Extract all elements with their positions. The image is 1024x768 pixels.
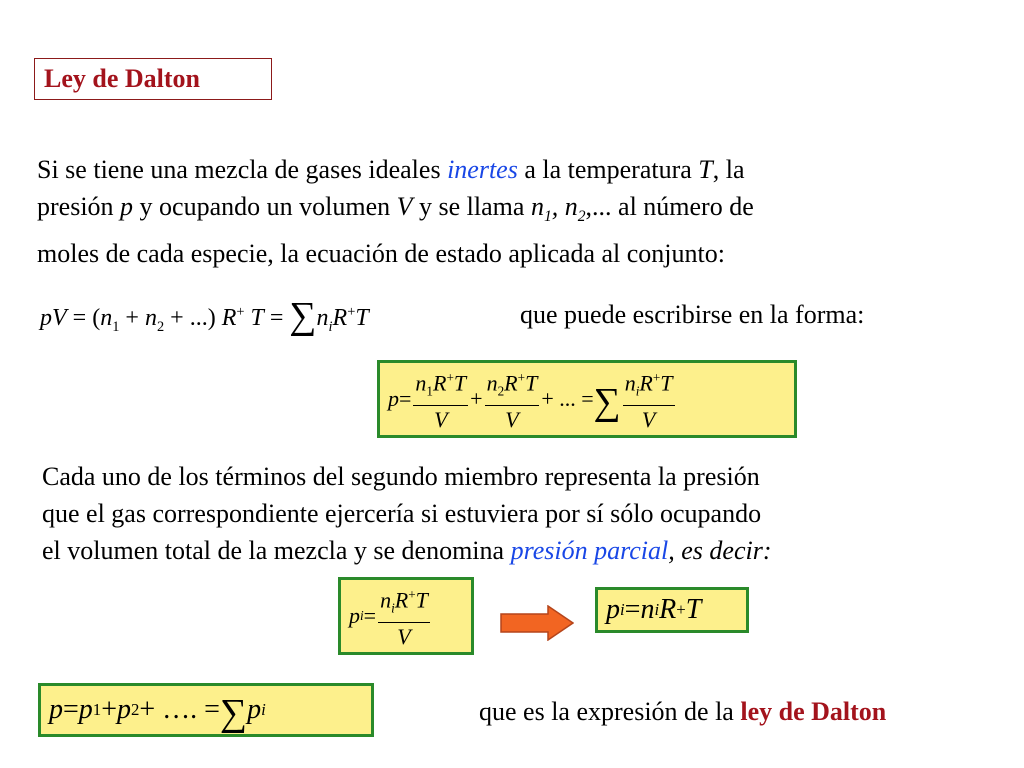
text-run: y ocupando un volumen [133, 192, 397, 221]
intro-line-3: moles de cada especie, la ecuación de estado aplicada al conjunto: [37, 239, 725, 269]
fraction-numerator [485, 364, 540, 407]
fraction-denominator: V [505, 407, 519, 433]
subscript: 1 [543, 208, 552, 226]
eq-op: + ... = [541, 386, 594, 411]
presion-parcial-term: presión parcial [510, 536, 669, 565]
eq-term: n [144, 305, 157, 331]
para2-line-1: Cada uno de los términos del segundo miembro representa la presión [42, 462, 760, 491]
eq-term: T [415, 586, 428, 612]
symbol-T: T [698, 155, 713, 184]
eq-op: + [101, 694, 117, 725]
eq-term: p [247, 694, 262, 725]
eq-term: p [49, 694, 63, 725]
eq-term: T [525, 369, 538, 395]
inertes-term: inertes [447, 155, 518, 184]
intro-line-2 [37, 188, 754, 235]
fraction-denominator: V [434, 407, 448, 433]
fraction-numerator [378, 581, 430, 624]
fraction-term-2 [485, 364, 540, 435]
eq-term: T [685, 594, 702, 625]
eq-op: ...) [189, 305, 216, 331]
equation-pressure-sum-box [377, 360, 797, 438]
eq-sup: + [408, 586, 416, 602]
fraction-partial [378, 581, 430, 652]
eq-term: R [394, 586, 409, 612]
eq-op: + …. = [139, 694, 220, 725]
eq-op: + [470, 386, 483, 411]
equation-dalton-box [38, 683, 374, 737]
text-run: presión [37, 192, 121, 221]
eq-sub: 1 [426, 383, 434, 399]
eq-term: R [332, 305, 348, 331]
eq-op: = [263, 305, 290, 331]
intro-paragraph [37, 151, 754, 272]
eq-term: p [388, 386, 399, 411]
eq-term: n [100, 305, 113, 331]
fraction-numerator [413, 364, 468, 407]
eq-term: R [504, 369, 518, 395]
ley-de-dalton-term: ley de Dalton [740, 697, 887, 726]
eq-term: n [316, 305, 329, 331]
eq-term: p [606, 594, 620, 625]
eq-term: T [355, 305, 369, 331]
text-run: que es la expresión de la [479, 697, 741, 726]
eq-sub: i [654, 600, 660, 619]
eq-op: = [66, 305, 93, 331]
eq-term: pV [40, 305, 67, 331]
slide-title-text: Ley de Dalton [44, 64, 200, 93]
fraction-denominator: V [397, 624, 411, 650]
equation-state-sum [40, 294, 369, 336]
final-sentence [479, 693, 886, 730]
para2-line-3 [42, 532, 772, 569]
eq-term: n [380, 586, 392, 612]
eq-sup: + [652, 369, 661, 385]
eq-term: n [415, 369, 427, 395]
eq-sup: + [446, 369, 454, 385]
eq-sup: + [676, 600, 686, 619]
text-run: y se llama [412, 192, 531, 221]
fraction-numerator [623, 364, 675, 407]
eq-sub: i [360, 608, 364, 623]
eq-term: n [624, 369, 636, 395]
partial-pressure-paragraph [42, 458, 772, 569]
fraction-term-i [623, 364, 675, 435]
symbol-n: n [564, 192, 578, 221]
eq-op: = [624, 594, 641, 625]
right-arrow-icon [500, 605, 574, 641]
eq-sub: 1 [92, 700, 102, 719]
equation-partial-pressure-box [338, 577, 474, 655]
eq-term: p [349, 603, 360, 628]
eq-op: = [399, 386, 412, 411]
text-run: Si se tiene una mezcla de gases ideales [37, 155, 448, 184]
equation-side-note: que puede escribirse en la forma: [520, 300, 865, 329]
eq-sub: 2 [497, 383, 505, 399]
sum-symbol: ∑ [219, 692, 248, 734]
eq-op: + [119, 305, 145, 331]
eq-term: p [78, 694, 93, 725]
eq-sup: + [347, 304, 356, 320]
eq-sub: 1 [112, 318, 120, 335]
symbol-n: n [530, 192, 544, 221]
equation-partial-pressure-simple-box [595, 587, 749, 633]
eq-op: = [63, 694, 79, 725]
eq-sub: i [635, 383, 640, 399]
eq-sup: + [517, 369, 526, 385]
eq-term: R [221, 305, 237, 331]
fraction-term-1 [413, 364, 468, 435]
sum-symbol: ∑ [593, 381, 621, 423]
subscript: 2 [577, 208, 586, 226]
para2-line-2: que el gas correspondiente ejercería si estuviera por sí sólo ocupando [42, 499, 762, 528]
eq-term: R [433, 369, 447, 395]
text-run: ,... al número de [585, 192, 754, 221]
eq-term: R [639, 369, 653, 395]
eq-term: T [453, 369, 467, 395]
text-run: a la temperatura [517, 155, 699, 184]
sum-symbol: ∑ [289, 295, 317, 337]
eq-term: p [116, 694, 131, 725]
eq-sub: i [328, 318, 333, 335]
symbol-p: p [120, 192, 134, 221]
eq-term: n [640, 594, 655, 625]
eq-sup: + [236, 304, 245, 320]
eq-term: T [250, 305, 264, 331]
eq-term: n [486, 369, 498, 395]
eq-op: + [164, 305, 190, 331]
symbol-V: V [396, 192, 413, 221]
eq-sub: i [391, 600, 395, 616]
eq-sub: 2 [130, 700, 140, 719]
eq-sub: i [261, 700, 266, 719]
intro-line-1 [37, 151, 754, 188]
eq-term: R [659, 594, 677, 625]
eq-sub: 2 [156, 318, 165, 335]
eq-sub: i [620, 600, 625, 619]
eq-term: T [660, 369, 673, 395]
text-run: , la [712, 155, 745, 184]
fraction-denominator: V [641, 407, 656, 433]
eq-op: ( [92, 305, 101, 331]
text-run: , es decir: [668, 536, 772, 565]
slide-title [34, 58, 272, 100]
text-run: , [551, 192, 565, 221]
eq-op: = [363, 603, 377, 628]
text-run: el volumen total de la mezcla y se denomina [42, 536, 511, 565]
